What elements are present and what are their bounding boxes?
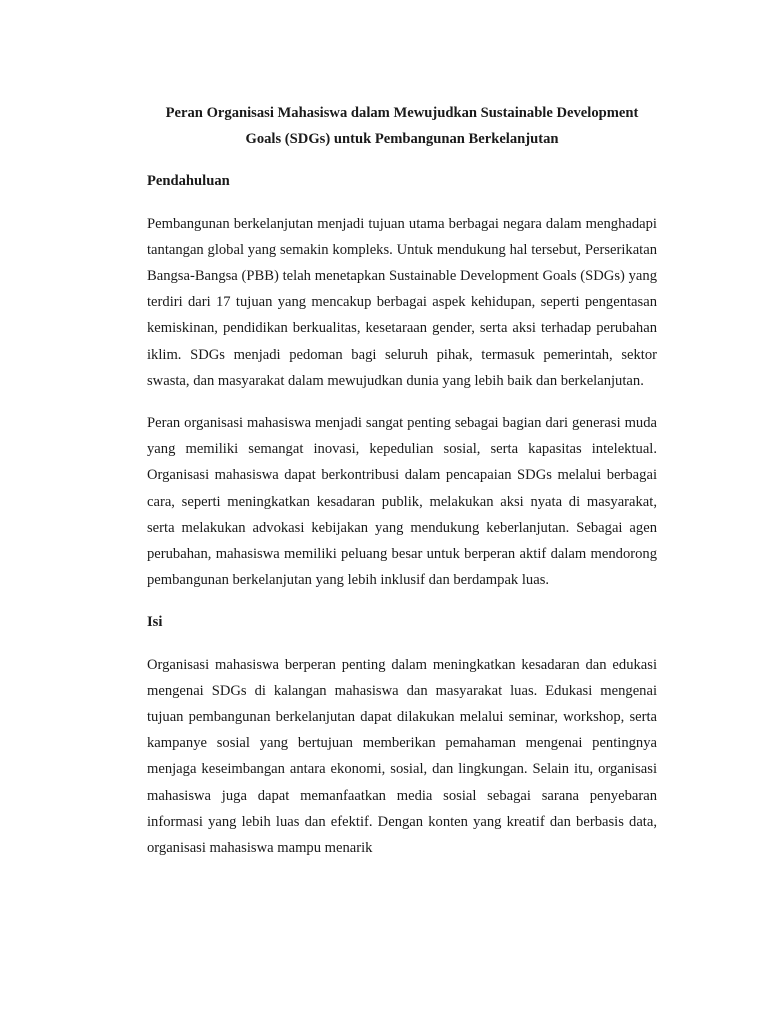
paragraph-pendahuluan-2: Peran organisasi mahasiswa menjadi sangat penting sebagai bagian dari generasi muda yang memiliki semangat inovasi, kepedulian sosial, serta kapasitas intelektual. Organisasi mahasiswa dapat berkontribusi dalam pencapaian SDGs melalui berbagai cara, seperti meningkatkan kesadaran publik, melakukan aksi nyata di masyarakat, serta melakukan advokasi kebijakan yang mendukung keberlanjutan. Sebagai agen perubahan, mahasiswa memiliki peluang besar untuk berperan aktif dalam mendorong pembangunan berkelanjutan yang lebih inklusif dan berdampak luas. [147, 415, 657, 589]
document-page [147, 100, 657, 877]
section-heading-isi: Isi [147, 614, 163, 631]
section-heading-pendahuluan: Pendahuluan [147, 173, 230, 190]
document-title: Peran Organisasi Mahasiswa dalam Mewujudkan Sustainable Development Goals (SDGs) untuk Pembangunan Berkelanjutan [165, 105, 639, 148]
paragraph-isi-1: Organisasi mahasiswa berperan penting dalam meningkatkan kesadaran dan edukasi mengenai SDGs di kalangan mahasiswa dan masyarakat luas. Edukasi mengenai tujuan pembangunan berkelanjutan dapat dilakukan melalui seminar, workshop, serta kampanye sosial yang bertujuan memberikan pemahaman mengenai pentingnya menjaga keseimbangan antara ekonomi, sosial, dan lingkungan. Selain itu, organisasi mahasiswa juga dapat memanfaatkan media sosial sebagai sarana penyebaran informasi yang lebih luas dan efektif. Dengan konten yang kreatif dan berbasis data, organisasi mahasiswa mampu menarik [147, 656, 657, 857]
paragraph-pendahuluan-1: Pembangunan berkelanjutan menjadi tujuan utama berbagai negara dalam menghadapi tantangan global yang semakin kompleks. Untuk mendukung hal tersebut, Perserikatan Bangsa-Bangsa (PBB) telah menetapkan Sustainable Development Goals (SDGs) yang terdiri dari 17 tujuan yang mencakup berbagai aspek kehidupan, seperti pengentasan kemiskinan, pendidikan berkualitas, kesetaraan gender, serta aksi terhadap perubahan iklim. SDGs menjadi pedoman bagi seluruh pihak, termasuk pemerintah, sektor swasta, dan masyarakat dalam mewujudkan dunia yang lebih baik dan berkelanjutan. [147, 215, 657, 389]
